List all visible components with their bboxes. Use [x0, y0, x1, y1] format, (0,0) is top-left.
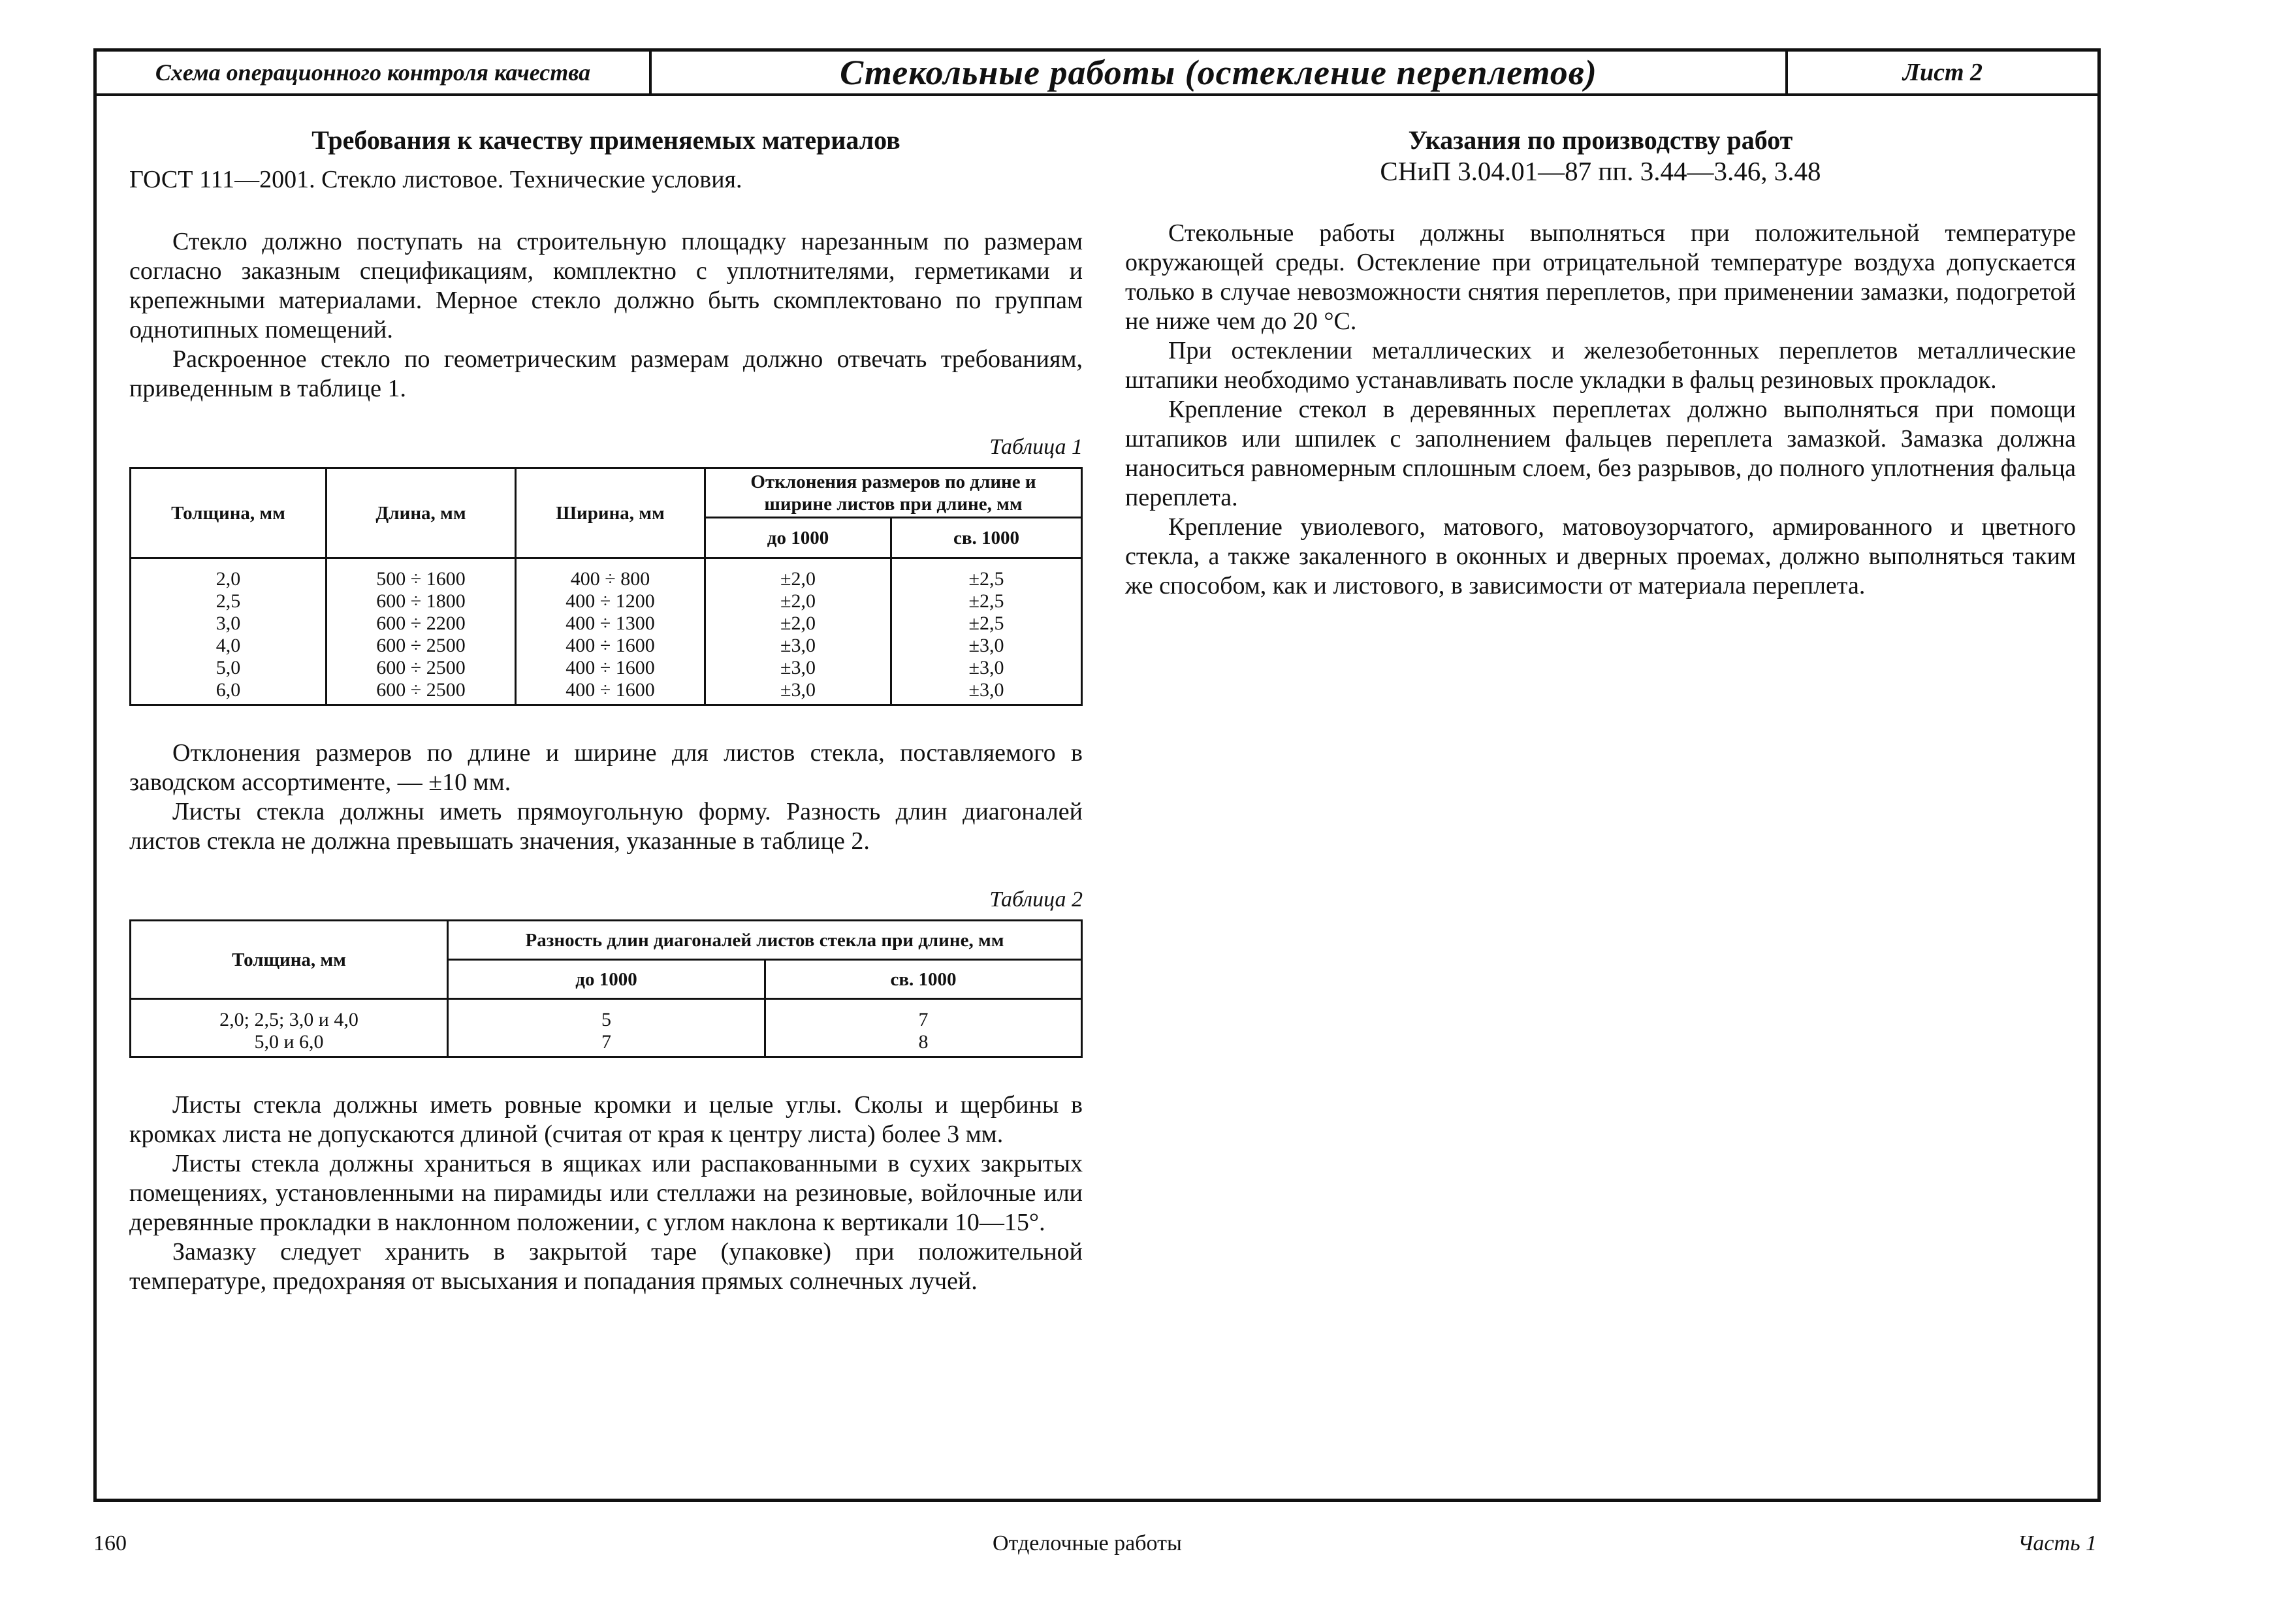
- footer-section: Отделочные работы: [993, 1531, 1182, 1555]
- table-cell: 6,0: [215, 679, 241, 701]
- table-cell: 600 ÷ 2500: [376, 679, 466, 701]
- table-cell: 400 ÷ 1600: [566, 679, 655, 701]
- table-cell: 400 ÷ 1600: [566, 635, 655, 656]
- t2-head-over: св. 1000: [765, 960, 1082, 999]
- right-subtitle: СНиП 3.04.01—87 пп. 3.44—3.46, 3.48: [1380, 156, 1821, 186]
- t1-head-over: св. 1000: [891, 518, 1082, 558]
- page-frame: [93, 48, 2101, 1502]
- t1-head-length: Длина, мм: [327, 468, 516, 558]
- paragraph: Стекольные работы должны выполняться при положительной температуре окружающей среды. Остекление при отрицательной температуре воздуха допускается только в случае невозможности снятия переплетов, при применении замазки, подогретой не ниже чем до 20 °С.: [1125, 219, 2076, 335]
- table1-caption: Таблица 1: [989, 435, 1083, 459]
- table-cell: 600 ÷ 2500: [376, 635, 466, 656]
- table-cell: 4,0: [215, 635, 241, 656]
- t1-head-upto: до 1000: [705, 518, 891, 558]
- right-column: [1125, 125, 2076, 601]
- t2-head-upto: до 1000: [448, 960, 765, 999]
- table-cell: 600 ÷ 2200: [376, 613, 466, 634]
- paragraph: Крепление стекол в деревянных переплетах должно выполняться при помощи штапиков или шпилек с заполнением фальцев переплета замазкой. Замазка должна наноситься равномерным сплошным слоем, без разрывов, до полного уплотнения фальца переплета.: [1125, 396, 2076, 511]
- table-cell: ±3,0: [780, 657, 816, 678]
- table-cell: 400 ÷ 1600: [566, 657, 655, 678]
- paragraph: Замазку следует хранить в закрытой таре (упаковке) при положительной температуре, предохраняя от высыхания и попадания прямых солнечных лучей.: [129, 1238, 1083, 1295]
- t1-col-width: [516, 558, 705, 705]
- table-cell: ±3,0: [780, 635, 816, 656]
- paragraph: Раскроенное стекло по геометрическим размерам должно отвечать требованиям, приведенным в таблице 1.: [129, 345, 1083, 402]
- table2-caption: Таблица 2: [989, 887, 1083, 912]
- paragraph: Крепление увиолевого, матового, матовоузорчатого, армированного и цветного стекла, а также закаленного в оконных и дверных проемах, должно выполняться таким же способом, как и листового, в зависимости от материала переплета.: [1125, 513, 2076, 599]
- table-cell: 400 ÷ 1200: [566, 590, 655, 612]
- table-cell: 500 ÷ 1600: [376, 568, 466, 590]
- t1-col-over: [891, 558, 1082, 705]
- header-strip: [97, 52, 2097, 96]
- table-2: [129, 919, 1083, 1058]
- table-cell: ±3,0: [968, 679, 1004, 701]
- footer-part: Часть 1: [2018, 1531, 2097, 1555]
- table-cell: 2,0: [215, 568, 241, 590]
- table-cell: 400 ÷ 1300: [566, 613, 655, 634]
- table-cell: 8: [918, 1031, 929, 1053]
- table-cell: 2,5: [215, 590, 241, 612]
- table-cell: ±2,5: [968, 568, 1004, 590]
- table-cell: ±2,5: [968, 613, 1004, 634]
- table-cell: 5: [601, 1009, 611, 1030]
- table-cell: ±2,5: [968, 590, 1004, 612]
- paragraph: При остеклении металлических и железобетонных переплетов металлические штапики необходимо устанавливать после укладки в фальц резиновых прокладок.: [1125, 337, 2076, 394]
- right-title: Указания по производству работ: [1408, 125, 1793, 155]
- t1-col-upto: [705, 558, 891, 705]
- page-number: 160: [93, 1531, 127, 1555]
- header-title: Стекольные работы (остекление переплетов): [652, 52, 1788, 93]
- paragraph: Листы стекла должны храниться в ящиках или распакованными в сухих закрытых помещениях, установленными на пирамиды или стеллажи на резиновые, войлочные или деревянные прокладки в наклонном положении, с углом наклона к вертикали 10—15°.: [129, 1150, 1083, 1236]
- header-scheme: Схема операционного контроля качества: [97, 52, 652, 93]
- paragraph: Отклонения размеров по длине и ширине для листов стекла, поставляемого в заводском ассортименте, — ±10 мм.: [129, 739, 1083, 796]
- t2-col-thickness: [131, 999, 448, 1057]
- table-cell: 3,0: [215, 613, 241, 634]
- table-cell: 7: [601, 1031, 611, 1053]
- t2-head-thickness: Толщина, мм: [131, 921, 448, 999]
- table-cell: ±3,0: [968, 657, 1004, 678]
- t1-head-deviation: Отклонения размеров по длине и ширине листов при длине, мм: [705, 468, 1082, 518]
- t1-col-thickness: [131, 558, 327, 705]
- left-column: [129, 125, 1083, 1296]
- table-1: [129, 467, 1083, 706]
- table-cell: 7: [918, 1009, 929, 1030]
- table-cell: 600 ÷ 1800: [376, 590, 466, 612]
- t2-head-diff: Разность длин диагоналей листов стекла при длине, мм: [448, 921, 1082, 960]
- header-sheet: Лист 2: [1902, 59, 1983, 86]
- table-cell: ±3,0: [780, 679, 816, 701]
- t1-col-length: [327, 558, 516, 705]
- paragraph: Листы стекла должны иметь ровные кромки и целые углы. Сколы и щербины в кромках листа не допускаются длиной (считая от края к центру листа) более 3 мм.: [129, 1091, 1083, 1148]
- t2-col-upto: [448, 999, 765, 1057]
- table-cell: 2,0; 2,5; 3,0 и 4,0: [219, 1009, 358, 1030]
- table-cell: 5,0 и 6,0: [254, 1031, 324, 1053]
- standard-ref: ГОСТ 111—2001. Стекло листовое. Технические условия.: [129, 166, 742, 193]
- paragraph: Листы стекла должны иметь прямоугольную форму. Разность длин диагоналей листов стекла не должна превышать значения, указанные в таблице 2.: [129, 798, 1083, 855]
- table-cell: ±2,0: [780, 613, 816, 634]
- table-cell: 5,0: [215, 657, 241, 678]
- left-title: Требования к качеству применяемых материалов: [311, 125, 900, 155]
- paragraph: Стекло должно поступать на строительную площадку нарезанным по размерам согласно заказным спецификациям, комплектно с уплотнителями, герметиками и крепежными материалами. Мерное стекло должно быть скомплектовано по группам однотипных помещений.: [129, 228, 1083, 343]
- table-cell: ±2,0: [780, 568, 816, 590]
- t1-head-width: Ширина, мм: [516, 468, 705, 558]
- table-cell: 600 ÷ 2500: [376, 657, 466, 678]
- table-cell: 400 ÷ 800: [570, 568, 650, 590]
- t2-col-over: [765, 999, 1082, 1057]
- t1-head-thickness: Толщина, мм: [131, 468, 327, 558]
- table-cell: ±3,0: [968, 635, 1004, 656]
- table-cell: ±2,0: [780, 590, 816, 612]
